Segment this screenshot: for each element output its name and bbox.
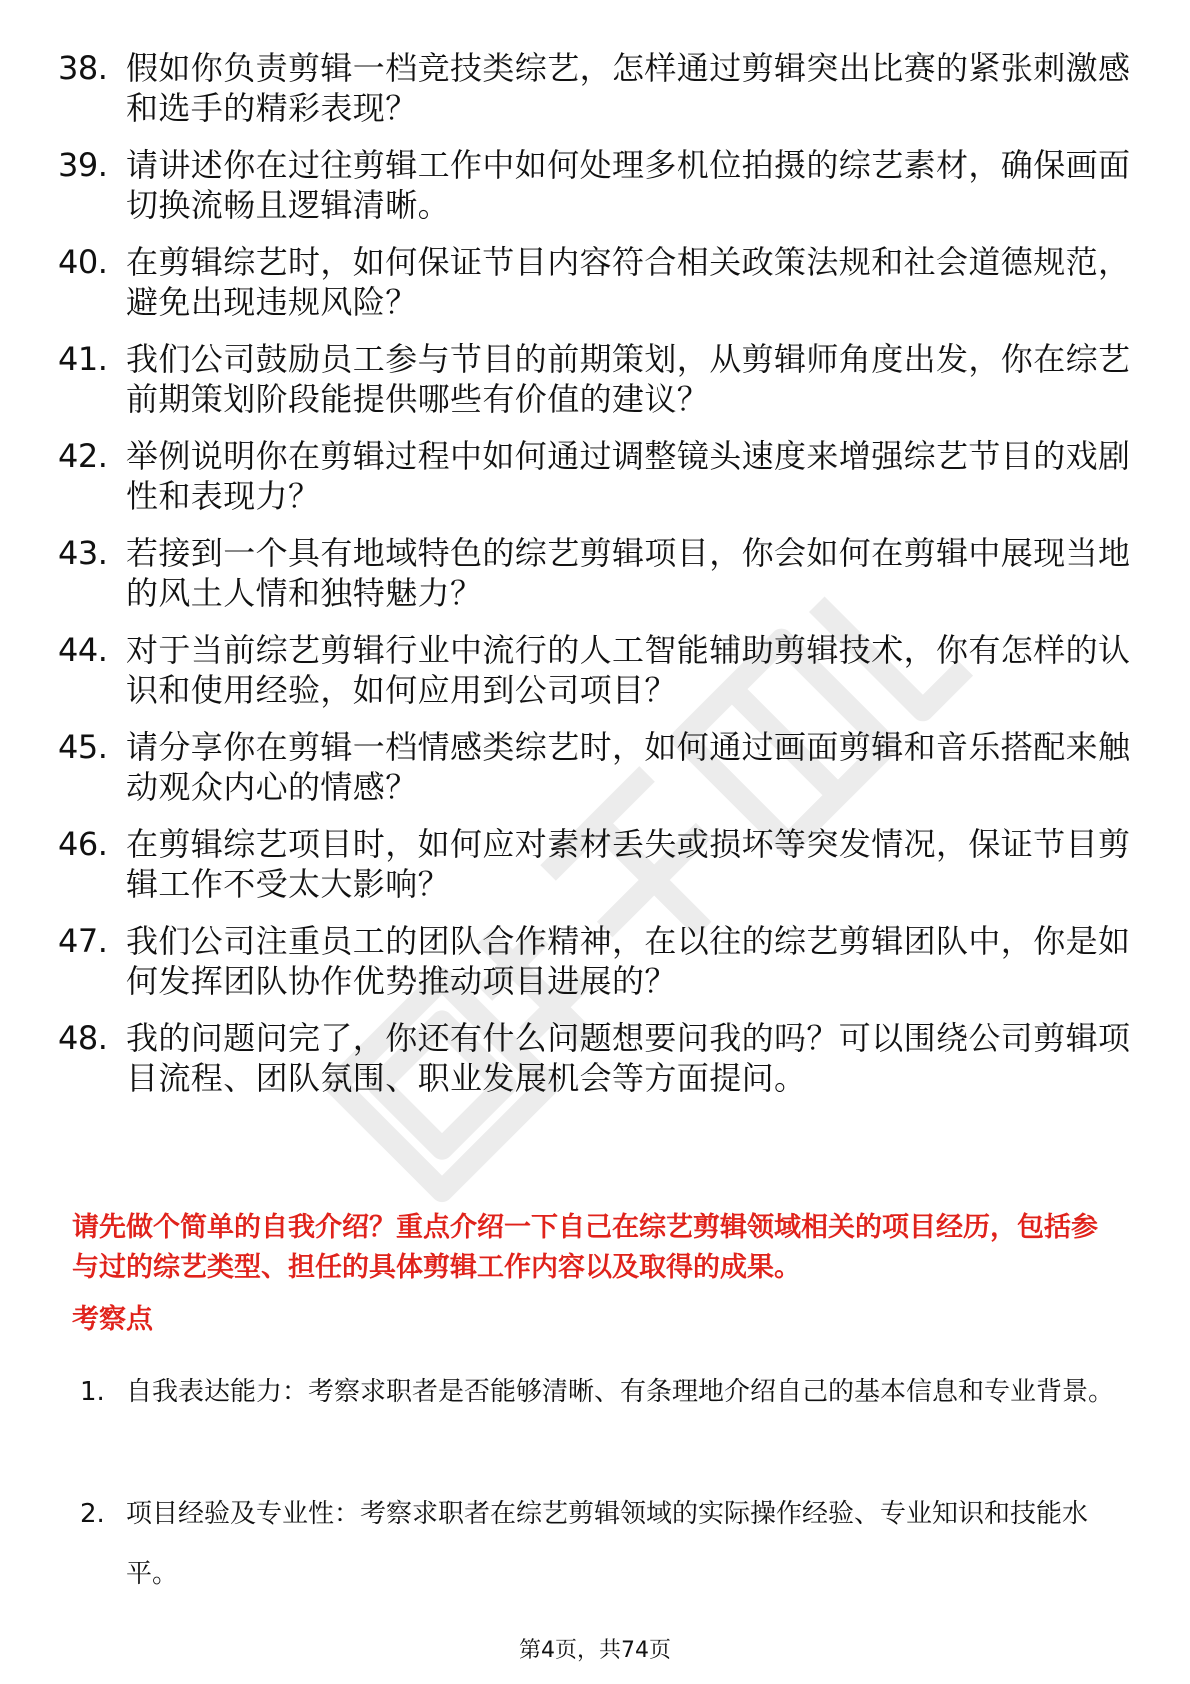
question-text: 假如你负责剪辑一档竞技类综艺，怎样通过剪辑突出比赛的紧张刺激感和选手的精彩表现？ xyxy=(126,49,1131,127)
point-number: 1. xyxy=(80,1377,105,1407)
question-number: 48. xyxy=(58,1019,108,1057)
question-number: 41. xyxy=(58,340,108,378)
section-title: 考察点 xyxy=(72,1304,153,1335)
question-text: 对于当前综艺剪辑行业中流行的人工智能辅助剪辑技术，你有怎样的认识和使用经验，如何应用到公司项目？ xyxy=(126,631,1131,709)
question-number: 47. xyxy=(58,922,108,960)
question-text: 举例说明你在剪辑过程中如何通过调整镜头速度来增强综艺节目的戏剧性和表现力？ xyxy=(126,437,1131,515)
page-footer: 第4页，共74页 xyxy=(519,1638,671,1663)
highlight-prompt: 请先做个简单的自我介绍？重点介绍一下自己在综艺剪辑领域相关的项目经历，包括参与过的综艺类型、担任的具体剪辑工作内容以及取得的成果。 xyxy=(72,1212,1098,1283)
question-text: 我们公司注重员工的团队合作精神，在以往的综艺剪辑团队中，你是如何发挥团队协作优势推动项目进展的？ xyxy=(126,922,1131,1000)
point-number: 2. xyxy=(80,1499,105,1529)
question-number: 38. xyxy=(58,49,108,87)
question-number: 45. xyxy=(58,728,108,766)
question-number: 42. xyxy=(58,437,108,475)
question-number: 40. xyxy=(58,243,108,281)
point-text: 自我表达能力：考察求职者是否能够清晰、有条理地介绍自己的基本信息和专业背景。 xyxy=(126,1377,1115,1407)
question-text: 在剪辑综艺项目时，如何应对素材丢失或损坏等突发情况，保证节目剪辑工作不受太大影响？ xyxy=(126,825,1131,903)
question-text: 在剪辑综艺时，如何保证节目内容符合相关政策法规和社会道德规范，避免出现违规风险？ xyxy=(126,243,1131,321)
question-number: 46. xyxy=(58,825,108,863)
question-text: 请讲述你在过往剪辑工作中如何处理多机位拍摄的综艺素材，确保画面切换流畅且逻辑清晰。 xyxy=(126,146,1131,224)
question-number: 44. xyxy=(58,631,108,669)
question-number: 39. xyxy=(58,146,108,184)
question-text: 若接到一个具有地域特色的综艺剪辑项目，你会如何在剪辑中展现当地的风土人情和独特魅力？ xyxy=(126,534,1131,612)
question-text: 我们公司鼓励员工参与节目的前期策划，从剪辑师角度出发，你在综艺前期策划阶段能提供哪些有价值的建议？ xyxy=(126,340,1131,418)
point-text: 项目经验及专业性：考察求职者在综艺剪辑领域的实际操作经验、专业知识和技能水平。 xyxy=(126,1499,1089,1589)
question-text: 我的问题问完了，你还有什么问题想要问我的吗？可以围绕公司剪辑项目流程、团队氛围、职业发展机会等方面提问。 xyxy=(126,1019,1131,1097)
question-text: 请分享你在剪辑一档情感类综艺时，如何通过画面剪辑和音乐搭配来触动观众内心的情感？ xyxy=(126,728,1131,806)
question-number: 43. xyxy=(58,534,108,572)
